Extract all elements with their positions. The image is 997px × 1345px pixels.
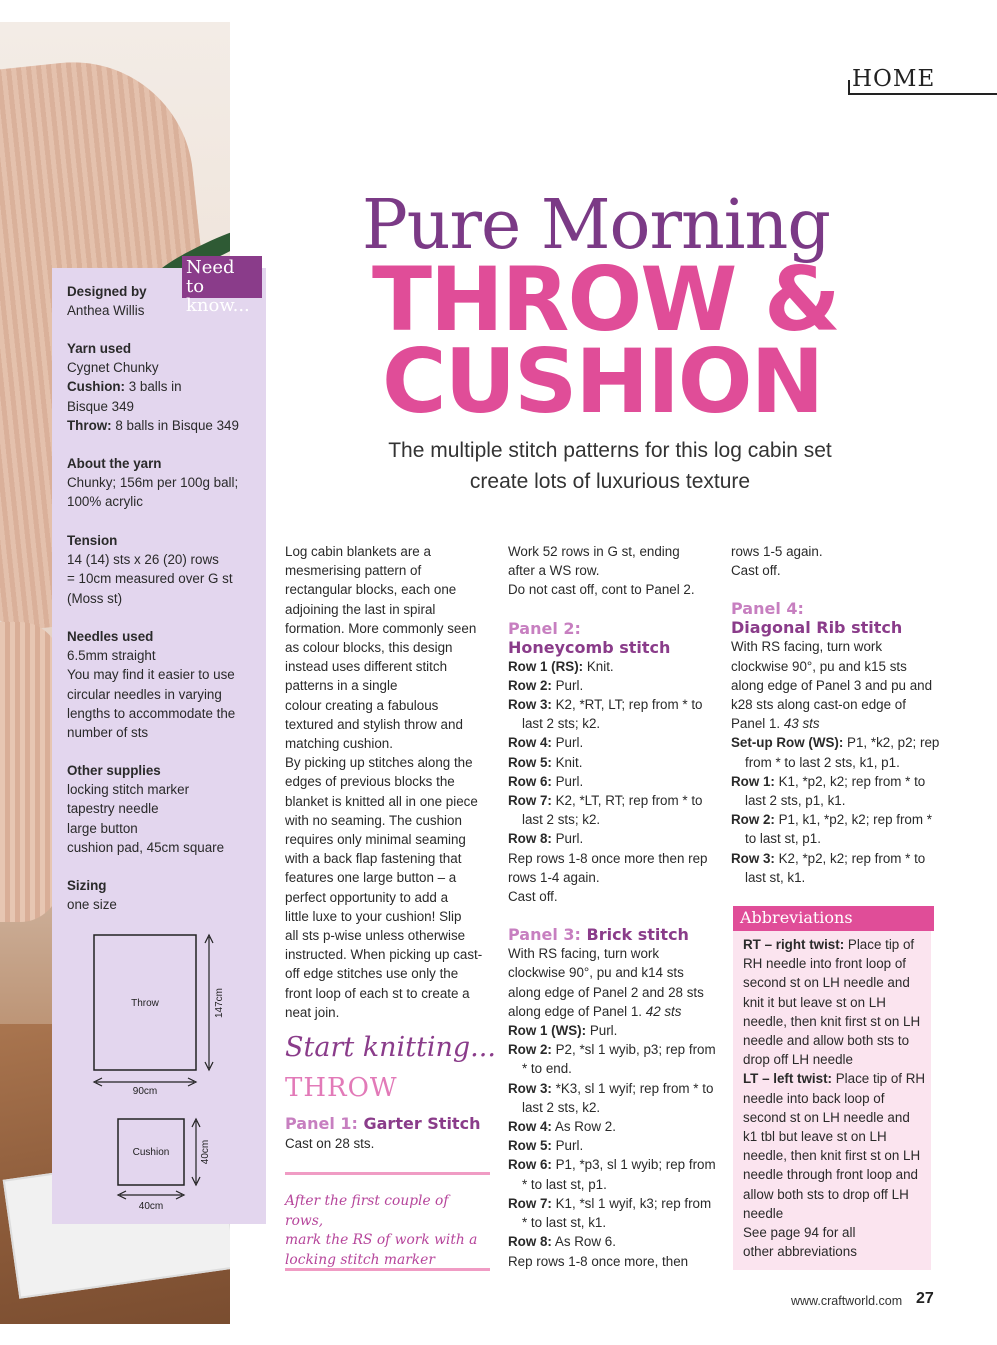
section-heading: About the yarn — [67, 456, 162, 471]
page-number: 27 — [916, 1290, 934, 1307]
cushion-yarn-color: Bisque 349 — [67, 398, 135, 414]
text-line: off edge stitches use only the — [285, 966, 459, 982]
text-line: instructed. When picking up cast- — [285, 947, 483, 963]
text-line: With RS facing, turn work — [508, 946, 660, 962]
text-line: You may find it easier to use — [67, 667, 235, 683]
tip-divider — [285, 1268, 490, 1271]
row-instruction: Row 5: Purl. — [508, 1138, 584, 1154]
panel-number: Panel 4: — [731, 599, 804, 619]
section-heading: Needles used — [67, 629, 154, 644]
text-line: 100% acrylic — [67, 494, 143, 510]
text-line: Chunky; 156m per 100g ball; — [67, 475, 239, 491]
section-heading: Designed by — [67, 284, 147, 299]
subtitle-line: create lots of luxurious texture — [469, 470, 751, 493]
row-instruction: Row 8: Purl. — [508, 831, 584, 847]
throw-yarn: Throw: 8 balls in Bisque 349 — [67, 417, 239, 433]
about-yarn-section — [67, 454, 257, 512]
text-line: along edge of Panel 2 and 28 sts — [508, 984, 704, 1000]
tip-line: After the first couple of rows, — [285, 1193, 449, 1229]
abbreviations-text — [743, 935, 927, 1261]
needles-section — [67, 627, 257, 742]
row-instruction: Row 1 (WS): Purl. — [508, 1023, 618, 1039]
text-line: circular needles in varying — [67, 686, 222, 702]
panel-1-heading: Panel 1: Garter Stitch — [285, 1114, 481, 1133]
row-instruction: Row 3: *K3, sl 1 wyif; rep from * to last 2 sts, k2. — [508, 1080, 714, 1115]
text-line: With RS facing, turn work — [731, 639, 883, 655]
row-instruction: Row 2: Purl. — [508, 677, 584, 693]
tip-divider — [285, 1172, 490, 1175]
text-line: See page 94 for all — [743, 1225, 856, 1241]
text-line: By picking up stitches along the — [285, 755, 473, 771]
text-line: Work 52 rows in G st, ending — [508, 544, 680, 559]
text-line: with a back flap fastening that — [285, 851, 462, 867]
row-instruction: Row 7: K1, *sl 1 wyif, k3; rep from * to last st, k1. — [508, 1195, 712, 1231]
text-line: locking stitch marker — [67, 782, 190, 798]
panel-2-heading — [508, 619, 718, 657]
text-line: one size — [67, 897, 117, 913]
text-line: Rep rows 1-8 once more, then — [508, 1253, 689, 1269]
text-line: rows 1-5 again. — [731, 544, 823, 559]
text-line: cushion pad, 45cm square — [67, 839, 225, 855]
row-instruction: Set-up Row (WS): P1, *k2, p2; rep from * to last 2 sts, k1, p1. — [731, 735, 940, 770]
row-instruction: Row 4: As Row 2. — [508, 1119, 616, 1135]
title-line-2: THROW & — [372, 248, 839, 351]
text-line: colour creating a fabulous — [285, 697, 439, 713]
text-line: blanket is knitted all in one piece — [285, 793, 478, 809]
row-instruction: Row 5: Knit. — [508, 754, 583, 770]
throw-height: 147cm — [214, 987, 225, 1019]
text-line: 14 (14) sts x 26 (20) rows — [67, 552, 219, 568]
text-line: little luxe to your cushion! Slip — [285, 908, 462, 924]
row-instruction: Row 6: Purl. — [508, 773, 584, 789]
panel-1-text: Cast on 28 sts. — [285, 1136, 375, 1151]
cushion-label: Cushion — [132, 1147, 170, 1158]
sizing-section — [67, 876, 257, 914]
tension-section — [67, 531, 257, 608]
throw-label: Throw — [131, 998, 159, 1009]
text-line: formation. More commonly seen — [285, 620, 477, 636]
row-instruction: Row 1: K1, *p2, k2; rep from * to last 2 sts, p1, k1. — [731, 773, 926, 809]
abbreviation-rt: RT – right twist: Place tip of RH needle into front loop of second st on LH needle and knit it but leave st on LH needle, then knit first st on LH needle and allow both sts to drop off LH needle — [743, 937, 921, 1068]
other-supplies-section — [67, 761, 257, 857]
panel-3-heading: Panel 3: Brick stitch — [508, 925, 689, 945]
panel-name: Diagonal Rib stitch — [731, 618, 903, 638]
text-line: patterns in a single — [285, 678, 398, 694]
header-rule — [848, 93, 997, 95]
text-line: requires only minimal seaming — [285, 832, 466, 848]
title-line-3: CUSHION — [382, 330, 823, 433]
knitted-throw-image — [0, 622, 60, 922]
row-instruction: Row 1 (RS): Knit. — [508, 658, 614, 674]
text-line: mesmerising pattern of — [285, 563, 422, 579]
throw-heading: THROW — [285, 1073, 398, 1103]
pattern-column-2 — [508, 542, 718, 1271]
cushion-width: 40cm — [138, 1201, 164, 1212]
row-instruction: Row 2: P2, *sl 1 wyib, p3; rep from * to end. — [508, 1042, 716, 1077]
text-line: perfect opportunity to add a — [285, 889, 449, 905]
text-line: neat join. — [285, 1004, 340, 1020]
panel-name: Honeycomb stitch — [508, 637, 671, 657]
footer-url[interactable]: www.craftworld.com — [791, 1294, 903, 1308]
row-instruction: Row 2: P1, k1, *p2, k2; rep from * to last st, p1. — [731, 812, 932, 847]
text-line: Cast off. — [731, 563, 781, 579]
text-line: features one large button – a — [285, 870, 457, 886]
subtitle-line: The multiple stitch patterns for this log cabin set — [388, 439, 832, 462]
panel-4-heading — [731, 599, 941, 637]
cushion-height: 40cm — [200, 1139, 211, 1165]
text-line: other abbreviations — [743, 1244, 857, 1260]
cushion-yarn: Cushion: 3 balls in — [67, 379, 182, 395]
tag-line: Need to — [186, 257, 235, 297]
tag-line: know... — [186, 295, 250, 316]
text-line: after a WS row. — [508, 563, 600, 579]
text-line: tapestry needle — [67, 801, 159, 817]
pattern-column-3 — [731, 542, 941, 887]
start-knitting-heading: Start knitting... — [285, 1032, 496, 1063]
text-line: (Moss st) — [67, 590, 123, 606]
tip-line: mark the RS of work with a — [285, 1232, 478, 1248]
row-instruction: Row 3: K2, *RT, LT; rep from * to last 2 sts; k2. — [508, 697, 703, 732]
intro-column — [285, 542, 490, 1022]
size-diagram — [60, 925, 260, 1215]
text-line: = 10cm measured over G st — [67, 571, 233, 587]
panel-number: Panel 2: — [508, 618, 581, 638]
text-line: as colour blocks, this design — [285, 640, 453, 656]
row-instruction: Row 6: P1, *p3, sl 1 wyib; rep from * to last st, p1. — [508, 1157, 716, 1192]
throw-width: 90cm — [132, 1086, 158, 1097]
abbreviation-lt: LT – left twist: Place tip of RH needle into back loop of second st on LH needle and k1 tbl but leave st on LH needle, then knit first st on LH needle through front loop and allow both sts to drop off LH needle — [743, 1071, 926, 1221]
text-line: Do not cast off, cont to Panel 2. — [508, 582, 695, 598]
text-line: lengths to accommodate the — [67, 705, 236, 721]
text-line: adjoining the last in spiral — [285, 601, 436, 617]
text-line: along edge of Panel 1. 42 sts — [508, 1003, 682, 1019]
text-line: along edge of Panel 3 and pu and — [731, 677, 933, 693]
text-line: Panel 1. 43 sts — [731, 716, 820, 732]
tip-line: locking stitch marker — [285, 1251, 435, 1268]
section-heading: Sizing — [67, 878, 107, 893]
text-line: large button — [67, 820, 138, 836]
section-label: HOME — [852, 66, 936, 92]
text-line: all sts p-wise unless otherwise — [285, 928, 466, 944]
text-line: Log cabin blankets are a — [285, 544, 431, 559]
text-line: rectangular blocks, each one — [285, 582, 457, 598]
section-heading: Yarn used — [67, 341, 132, 356]
abbreviations-heading: Abbreviations — [733, 906, 934, 931]
text-line: matching cushion. — [285, 736, 393, 752]
text-line: clockwise 90°, pu and k15 sts — [731, 658, 907, 674]
yarn-name: Cygnet Chunky — [67, 360, 159, 376]
text-line: with no seaming. The cushion — [285, 812, 462, 828]
text-line: textured and stylish throw and — [285, 716, 463, 732]
text-line: instead uses different stitch — [285, 659, 448, 675]
row-instruction: Row 7: K2, *LT, RT; rep from * to last 2 sts; k2. — [508, 793, 703, 828]
designer-name: Anthea Willis — [67, 303, 145, 319]
text-line: number of sts — [67, 725, 149, 741]
row-instruction: Row 8: As Row 6. — [508, 1234, 616, 1250]
text-line: edges of previous blocks the — [285, 774, 455, 790]
section-heading: Tension — [67, 533, 118, 548]
text-line: Rep rows 1-8 once more then rep — [508, 850, 708, 866]
title-line-1: Pure Morning — [362, 186, 830, 265]
text-line: rows 1-4 again. — [508, 869, 600, 885]
designed-by-section — [67, 282, 257, 320]
row-instruction: Row 3: K2, *p2, k2; rep from * to last st, k1. — [731, 850, 926, 885]
yarn-section — [67, 339, 257, 435]
row-instruction: Row 4: Purl. — [508, 735, 584, 751]
subtitle — [340, 435, 880, 497]
text-line: 6.5mm straight — [67, 648, 156, 664]
section-heading: Other supplies — [67, 763, 161, 778]
text-line: Cast off. — [508, 889, 558, 905]
text-line: front loop of each st to create a — [285, 985, 470, 1001]
text-line: k28 sts along cast-on edge of — [731, 697, 906, 713]
tip-box — [285, 1192, 490, 1270]
text-line: clockwise 90°, pu and k14 sts — [508, 965, 684, 981]
